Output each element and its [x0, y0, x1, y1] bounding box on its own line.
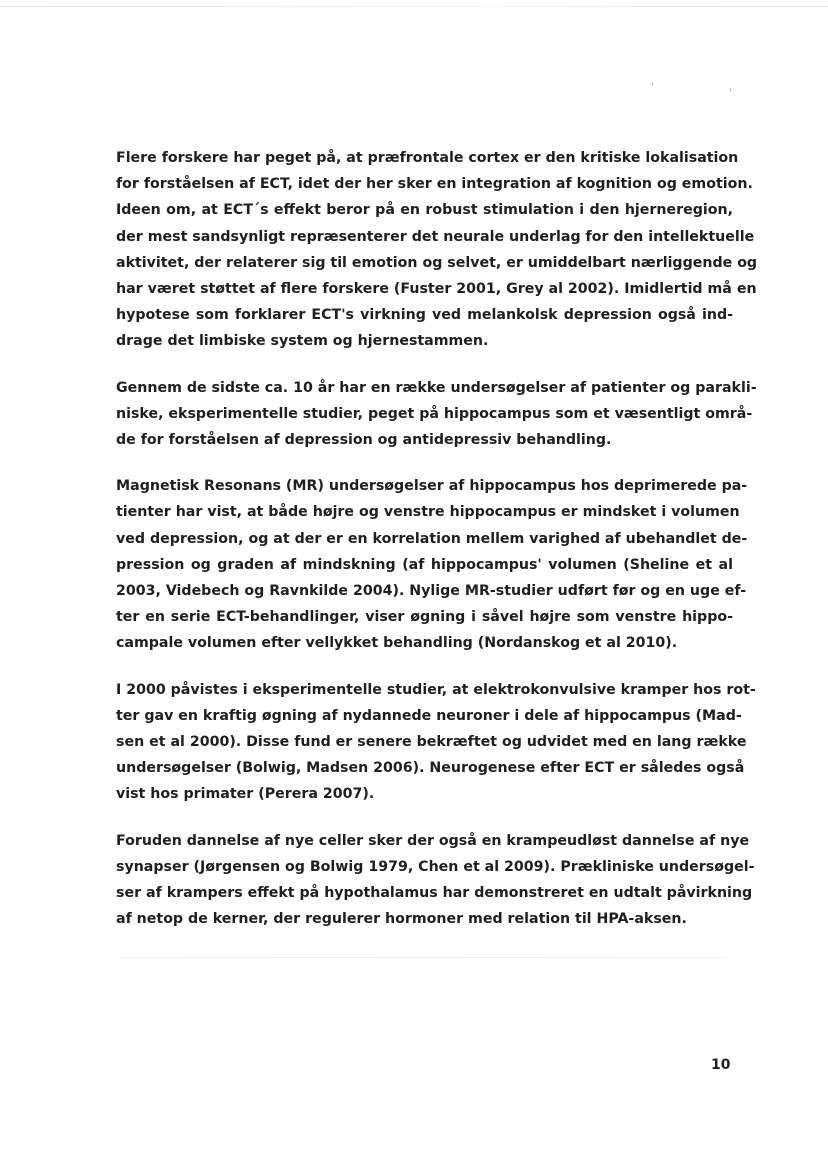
- text-line: 2003, Videbech og Ravnkilde 2004). Nylige MR-studier udført før og en uge ef-: [116, 583, 747, 600]
- text-line: de for forståelsen af depression og antidepressiv behandling.: [116, 432, 612, 449]
- text-line: for forståelsen af ECT, idet der her sker en integration af kognition og emotion.: [116, 176, 753, 193]
- scan-specks: ' ,: [650, 82, 768, 93]
- text-line: Foruden dannelse af nye celler sker der også en krampeudløst dannelse af nye: [116, 832, 750, 849]
- paragraph-3: [116, 473, 748, 656]
- text-line: af netop de kerner, der regulerer hormoner med relation til HPA-aksen.: [116, 911, 687, 928]
- text-line: sen et al 2000). Disse fund er senere bekræftet og udvidet med en lang række: [116, 734, 747, 751]
- text-line: pression og graden af mindskning (af hippocampus' volumen (Sheline et al: [116, 556, 733, 573]
- text-line: Ideen om, at ECT´s effekt beror på en robust stimulation i den hjerneregion,: [116, 202, 733, 219]
- text-line: undersøgelser (Bolwig, Madsen 2006). Neurogenese efter ECT er således også: [116, 760, 745, 777]
- text-line: aktivitet, der relaterer sig til emotion og selvet, er umiddelbart nærliggende og: [116, 254, 758, 271]
- text-line: ved depression, og at der er en korrelation mellem varighed af ubehandlet de-: [116, 530, 748, 547]
- scan-top-edge: [0, 6, 828, 7]
- paragraph-5: [116, 828, 755, 933]
- page-body: [116, 145, 758, 952]
- page-number: 10: [711, 1057, 731, 1073]
- text-line: har været støttet af flere forskere (Fuster 2001, Grey al 2002). Imidlertid må en: [116, 281, 757, 298]
- paragraph-4: [116, 677, 756, 808]
- text-line: Flere forskere har peget på, at præfrontale cortex er den kritiske lokalisation: [116, 150, 739, 166]
- paragraph-2: [116, 375, 757, 454]
- text-line: hypotese som forklarer ECT's virkning ved melankolsk depression også ind-: [116, 307, 733, 324]
- text-line: Magnetisk Resonans (MR) undersøgelser af hippocampus hos deprimerede pa-: [116, 478, 748, 495]
- text-line: I 2000 påvistes i eksperimentelle studier, at elektrokonvulsive kramper hos rot-: [116, 681, 756, 698]
- text-line: campale volumen efter vellykket behandling (Nordanskog et al 2010).: [116, 635, 678, 652]
- text-line: drage det limbiske system og hjernestammen.: [116, 333, 489, 350]
- paragraph-1: [116, 145, 758, 355]
- text-line: vist hos primater (Perera 2007).: [116, 786, 375, 803]
- text-line: Gennem de sidste ca. 10 år har en række undersøgelser af patienter og parakli-: [116, 379, 757, 396]
- faint-scan-line: [118, 957, 733, 958]
- text-line: ser af krampers effekt på hypothalamus har demonstreret en udtalt påvirkning: [116, 885, 753, 902]
- text-line: der mest sandsynligt repræsenterer det neurale underlag for den intellektuelle: [116, 228, 755, 245]
- text-line: synapser (Jørgensen og Bolwig 1979, Chen et al 2009). Prækliniske undersøgel-: [116, 858, 755, 875]
- text-line: ter gav en kraftig øgning af nydannede neuroner i dele af hippocampus (Mad-: [116, 707, 742, 724]
- text-line: tienter har vist, at både højre og venstre hippocampus er mindsket i volumen: [116, 504, 740, 521]
- text-line: niske, eksperimentelle studier, peget på hippocampus som et væsentligt områ-: [116, 405, 753, 422]
- text-line: ter en serie ECT-behandlinger, viser øgning i såvel højre som venstre hippo-: [116, 609, 733, 626]
